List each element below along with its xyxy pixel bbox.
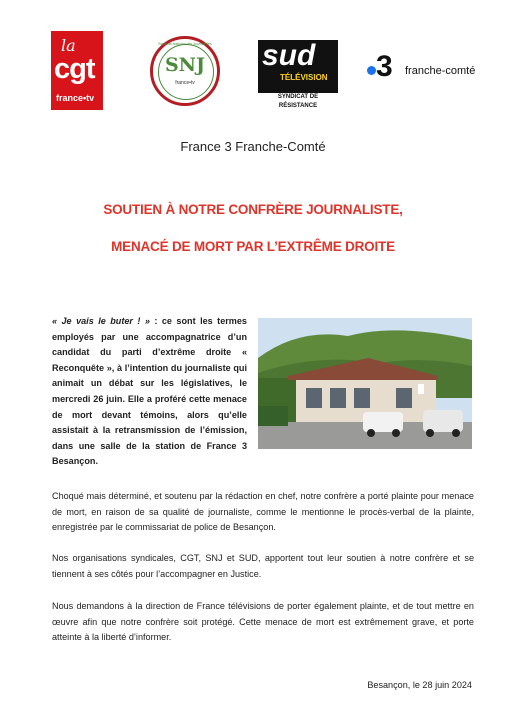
france3-numeral: 3 [376,50,393,83]
cgt-logo-la: la [61,36,76,55]
signature-date: Besançon, le 28 juin 2024 [367,680,472,690]
lead-text: : ce sont les termes employés par une accompagnatrice d’un candidat du parti d’extrême droite « Reconquête », à l’intention du journaliste qui animait un débat sur les législatives, le mercredi 26 juin. Elle a proféré cette menace de mort devant témoins, alors qu’elle assistait à la retransmission de l’émission, dans une salle de la station de France 3 Besançon. [52,316,247,467]
paragraph-4: Nous demandons à la direction de France télévisions de porter également plainte, et de tout mettre en œuvre afin que notre confrère soit protégé. Cette menace de mort est extrêmement grave, et porte atteinte à la liberté d’informer. [52,601,474,643]
sud-logo-name: sud [262,39,316,72]
headline-line-1: SOUTIEN À NOTRE CONFRÈRE JOURNALISTE, [103,202,403,217]
snj-logo-name: SNJ [164,54,206,76]
paragraph-2: Choqué mais déterminé, et soutenu par la rédaction en chef, notre confrère a porté plainte pour menace de mort, en raison de sa qualité de journaliste, comme le mentionne le procès-verbal de la plainte, enregistrée par le commissariat de police de Besançon. [52,491,474,533]
snj-logo-arc: Syndicat National des Journalistes [158,42,212,46]
france3-logo [367,50,487,84]
lead-paragraph [52,314,247,470]
paragraph-3: Nos organisations syndicales, CGT, SNJ et SUD, apportent tout leur soutien à notre confrère et se tiennent à ses côtés pour l’accompagner en Justice. [52,553,474,579]
cgt-logo-name: cgt [54,53,95,85]
france3-dot-icon [367,66,376,75]
cgt-logo [51,31,103,110]
lead-quote: « Je vais le buter ! » [52,316,150,326]
cgt-logo-sub: france•tv [56,93,95,103]
france3-name: franche-comté [405,65,476,77]
sud-logo [258,39,338,109]
sud-logo-tv: TÉLÉVISION [280,73,328,82]
station-photo [258,318,472,449]
sud-logo-tagline: SYNDICAT DE RÉSISTANCE [258,93,338,111]
page-subtitle: France 3 Franche-Comté [180,139,326,154]
snj-logo-sub: france•tv [175,80,195,86]
station-photo-image [258,318,472,449]
snj-logo [150,36,220,106]
logo-bar [0,0,506,120]
headline-line-2: MENACÉ DE MORT PAR L’EXTRÊME DROITE [111,239,395,254]
